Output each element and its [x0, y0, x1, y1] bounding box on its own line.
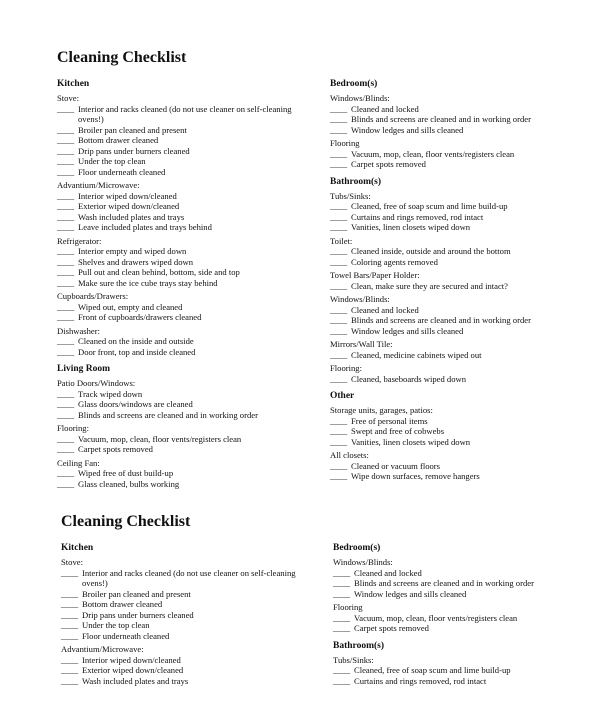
- checklist-group: [61, 557, 311, 641]
- item-text: Interior wiped down/cleaned: [82, 654, 181, 665]
- checkbox-blank[interactable]: ____: [61, 675, 79, 686]
- checkbox-blank[interactable]: ____: [57, 301, 75, 312]
- group-label: Towel Bars/Paper Holder:: [330, 270, 420, 280]
- checkbox-blank[interactable]: ____: [57, 246, 75, 256]
- checklist-item: [57, 434, 307, 445]
- checklist-item: [57, 246, 307, 257]
- item-text: Wiped out, empty and cleaned: [78, 301, 183, 312]
- checklist-group: [57, 423, 307, 455]
- item-text: Broiler pan cleaned and present: [82, 588, 191, 599]
- item-text: Cleaned or vacuum floors: [351, 460, 441, 471]
- item-text: Front of cupboards/drawers cleaned: [78, 312, 202, 322]
- item-text: Interior and racks cleaned (do not use cleaner on self-cleaning ovens!): [78, 103, 292, 124]
- checklist-item: [57, 302, 307, 313]
- checklist-item: [57, 278, 307, 289]
- checklist-item: [330, 374, 580, 385]
- checklist-item: [57, 389, 307, 400]
- checklist-group: [333, 602, 583, 634]
- checklist-group: [330, 270, 580, 291]
- item-text: Wash included plates and trays: [78, 211, 185, 222]
- checkbox-blank[interactable]: ____: [330, 159, 348, 169]
- item-text: Bottom drawer cleaned: [82, 599, 163, 609]
- checklist-item: [330, 350, 580, 361]
- checklist-group: [57, 236, 307, 289]
- item-text: Wipe down surfaces, remove hangers: [351, 471, 480, 481]
- item-text: Blinds and screens are cleaned and in working order: [351, 114, 531, 124]
- checklist-item: [333, 589, 583, 600]
- checkbox-blank[interactable]: ____: [330, 304, 348, 315]
- item-text: Carpet spots removed: [354, 623, 429, 633]
- checklist-section: [330, 78, 580, 170]
- checklist-item: [61, 676, 311, 687]
- checklist-group: [330, 450, 580, 482]
- group-label: Toilet:: [330, 235, 353, 246]
- checkbox-blank[interactable]: ____: [57, 388, 75, 399]
- item-text: Coloring agents removed: [351, 256, 438, 267]
- checkbox-blank[interactable]: ____: [57, 124, 75, 135]
- checklist-item: [330, 104, 580, 115]
- item-text: Cleaned, medicine cabinets wiped out: [351, 349, 482, 360]
- section-heading: Bathroom(s): [330, 176, 382, 187]
- checklist-section: [330, 390, 580, 482]
- checkbox-blank[interactable]: ____: [61, 665, 79, 675]
- checklist-item: [61, 631, 311, 642]
- item-text: Door front, top and inside cleaned: [78, 346, 196, 357]
- item-text: Cleaned and locked: [351, 103, 419, 114]
- checkbox-blank[interactable]: ____: [57, 166, 75, 177]
- group-label: All closets:: [330, 450, 369, 460]
- section-heading: Bedroom(s): [330, 79, 378, 89]
- checklist-item: [57, 135, 307, 146]
- item-text: Cleaned and locked: [354, 567, 422, 578]
- item-text: Shelves and drawers wiped down: [78, 256, 194, 267]
- item-text: Under the top clean: [78, 156, 146, 166]
- group-label: Flooring: [333, 602, 363, 612]
- checklist-group: [333, 655, 583, 687]
- checklist-item: [330, 201, 580, 212]
- checklist-item: [330, 305, 580, 316]
- checkbox-blank[interactable]: ____: [57, 433, 75, 444]
- checkbox-blank[interactable]: ____: [330, 148, 348, 159]
- checklist-item: [57, 125, 307, 136]
- checklist-item: [330, 125, 580, 136]
- item-text: Cleaned and locked: [351, 304, 419, 315]
- group-label: Refrigerator:: [57, 235, 102, 246]
- item-text: Carpet spots removed: [78, 444, 153, 454]
- checklist-item: [57, 267, 307, 278]
- checkbox-blank[interactable]: ____: [330, 114, 348, 124]
- checkbox-blank[interactable]: ____: [57, 201, 75, 211]
- item-text: Under the top clean: [82, 620, 150, 630]
- checklist-group: [330, 191, 580, 233]
- checklist-item: [333, 676, 583, 687]
- checkbox-blank[interactable]: ____: [57, 478, 75, 489]
- checklist-group: [333, 557, 583, 599]
- checkbox-blank[interactable]: ____: [330, 222, 348, 232]
- group-label: Stove:: [57, 93, 79, 103]
- checklist-item: [330, 114, 580, 125]
- checkbox-blank[interactable]: ____: [57, 267, 75, 277]
- checklist-group: [330, 405, 580, 447]
- checklist-item: [57, 156, 307, 167]
- checkbox-blank[interactable]: ____: [57, 468, 75, 478]
- group-label: Windows/Blinds:: [330, 294, 390, 304]
- checkbox-blank[interactable]: ____: [330, 211, 348, 222]
- checklist-section: [57, 78, 307, 357]
- checkbox-blank[interactable]: ____: [330, 349, 348, 360]
- checkbox-blank[interactable]: ____: [57, 135, 75, 145]
- checkbox-blank[interactable]: ____: [333, 578, 351, 588]
- checkbox-blank[interactable]: ____: [330, 124, 348, 135]
- item-text: Window ledges and sills cleaned: [351, 325, 464, 336]
- checkbox-blank[interactable]: ____: [330, 315, 348, 325]
- checklist-item: [330, 326, 580, 337]
- checklist-item: [61, 599, 311, 610]
- group-label: Tubs/Sinks:: [330, 190, 371, 201]
- checklist-section: [57, 363, 307, 489]
- checkbox-blank[interactable]: ____: [57, 190, 75, 201]
- checklist-item: [57, 146, 307, 157]
- group-label: Windows/Blinds:: [330, 93, 390, 103]
- section-heading: Bathroom(s): [333, 640, 385, 651]
- checkbox-blank[interactable]: ____: [330, 460, 348, 471]
- item-text: Make sure the ice cube trays stay behind: [78, 277, 218, 288]
- checklist-item: [330, 437, 580, 448]
- checkbox-blank[interactable]: ____: [57, 409, 75, 420]
- left-column: [57, 78, 307, 489]
- checklist-item: [61, 610, 311, 621]
- checklist-group: [330, 294, 580, 336]
- checklist-item: [330, 471, 580, 482]
- group-label: Advantium/Microwave:: [57, 180, 140, 190]
- group-label: Windows/Blinds:: [333, 557, 393, 567]
- checklist-group: [330, 339, 580, 360]
- checklist-item: [333, 623, 583, 634]
- item-text: Cleaned on the inside and outside: [78, 336, 194, 346]
- checkbox-blank[interactable]: ____: [330, 373, 348, 384]
- checklist-group: [61, 644, 311, 686]
- checkbox-blank[interactable]: ____: [333, 675, 351, 686]
- item-text: Cleaned, free of soap scum and lime build-up: [351, 201, 508, 211]
- item-text: Broiler pan cleaned and present: [78, 124, 187, 135]
- checklist-item: [57, 201, 307, 212]
- checklist-item: [330, 257, 580, 268]
- item-text: Vanities, linen closets wiped down: [351, 222, 471, 232]
- checklist-section: [333, 542, 583, 634]
- checklist-item: [57, 399, 307, 410]
- checkbox-blank[interactable]: ____: [57, 222, 75, 232]
- item-text: Exterior wiped down/cleaned: [82, 665, 184, 675]
- item-text: Floor underneath cleaned: [82, 630, 170, 641]
- checklist-item: [330, 212, 580, 223]
- checklist-item: [57, 191, 307, 202]
- right-column: [333, 542, 583, 686]
- checklist-item: [57, 479, 307, 490]
- checkbox-blank[interactable]: ____: [61, 609, 79, 620]
- checklist-item: [61, 620, 311, 631]
- checklist-item: [57, 104, 308, 125]
- checkbox-blank[interactable]: ____: [57, 346, 75, 357]
- group-label: Dishwasher:: [57, 325, 100, 336]
- checklist-group: [330, 93, 580, 135]
- checklist-item: [330, 149, 580, 160]
- group-label: Stove:: [61, 557, 83, 567]
- group-label: Ceiling Fan:: [57, 457, 100, 468]
- checkbox-blank[interactable]: ____: [333, 665, 351, 675]
- checklist-item: [61, 568, 312, 589]
- item-text: Interior empty and wiped down: [78, 246, 187, 256]
- checklist-group: [57, 291, 307, 323]
- group-label: Flooring:: [57, 423, 89, 433]
- item-text: Drip pans under burners cleaned: [82, 609, 194, 620]
- checklist-section: [330, 176, 580, 385]
- checklist-item: [330, 426, 580, 437]
- item-text: Blinds and screens are cleaned and in working order: [78, 409, 258, 420]
- item-text: Wiped free of dust build-up: [78, 468, 174, 478]
- checklist-item: [330, 461, 580, 472]
- checkbox-blank[interactable]: ____: [57, 399, 75, 409]
- item-text: Vacuum, mop, clean, floor vents/registers clean: [78, 433, 242, 444]
- item-text: Wash included plates and trays: [82, 675, 189, 686]
- checklist-item: [333, 578, 583, 589]
- group-label: Mirrors/Wall Tile:: [330, 339, 393, 349]
- checkbox-blank[interactable]: ____: [57, 277, 75, 288]
- section-heading: Kitchen: [57, 79, 90, 89]
- checkbox-blank[interactable]: ____: [61, 588, 79, 599]
- checklist-item: [330, 416, 580, 427]
- group-label: Tubs/Sinks:: [333, 654, 374, 665]
- checkbox-blank[interactable]: ____: [57, 145, 75, 156]
- item-text: Free of personal items: [351, 415, 428, 426]
- item-text: Blinds and screens are cleaned and in working order: [351, 315, 531, 325]
- item-text: Interior and racks cleaned (do not use cleaner on self-cleaning ovens!): [82, 567, 296, 588]
- checkbox-blank[interactable]: ____: [57, 336, 75, 346]
- checkbox-blank[interactable]: ____: [330, 103, 348, 114]
- checklist-item: [57, 222, 307, 233]
- item-text: Glass doors/windows are cleaned: [78, 399, 193, 409]
- page-title: Cleaning Checklist: [57, 49, 187, 66]
- checklist-item: [57, 212, 307, 223]
- group-label: Advantium/Microwave:: [61, 644, 144, 654]
- item-text: Clean, make sure they are secured and intact?: [351, 280, 508, 291]
- checkbox-blank[interactable]: ____: [57, 444, 75, 454]
- checklist-group: [57, 93, 307, 177]
- checkbox-blank[interactable]: ____: [330, 325, 348, 336]
- item-text: Carpet spots removed: [351, 159, 426, 169]
- checkbox-blank[interactable]: ____: [333, 612, 351, 623]
- checkbox-blank[interactable]: ____: [333, 588, 351, 599]
- item-text: Track wiped down: [78, 388, 143, 399]
- checklist-page-2: [0, 505, 594, 723]
- checkbox-blank[interactable]: ____: [57, 211, 75, 222]
- checklist-item: [57, 468, 307, 479]
- section-heading: Other: [330, 391, 355, 401]
- checklist-item: [61, 655, 311, 666]
- item-text: Exterior wiped down/cleaned: [78, 201, 180, 211]
- item-text: Vanities, linen closets wiped down: [351, 436, 471, 447]
- checkbox-blank[interactable]: ____: [330, 471, 348, 481]
- checklist-section: [61, 542, 311, 686]
- checklist-item: [57, 167, 307, 178]
- checkbox-blank[interactable]: ____: [330, 201, 348, 211]
- checkbox-blank[interactable]: ____: [330, 256, 348, 267]
- checkbox-blank[interactable]: ____: [330, 415, 348, 426]
- checkbox-blank[interactable]: ____: [61, 567, 79, 578]
- item-text: Vacuum, mop, clean, floor vents/registers clean: [351, 148, 515, 159]
- checklist-group: [330, 363, 580, 384]
- checkbox-blank[interactable]: ____: [333, 567, 351, 578]
- item-text: Cleaned inside, outside and around the bottom: [351, 246, 511, 256]
- checklist-item: [57, 347, 307, 358]
- checkbox-blank[interactable]: ____: [57, 156, 75, 166]
- item-text: Glass cleaned, bulbs working: [78, 478, 180, 489]
- checklist-group: [57, 180, 307, 233]
- item-text: Vacuum, mop, clean, floor vents/registers clean: [354, 612, 518, 623]
- checklist-group: [57, 458, 307, 490]
- right-column: [330, 78, 580, 482]
- group-label: Cupboards/Drawers:: [57, 291, 129, 301]
- checklist-group: [330, 138, 580, 170]
- checkbox-blank[interactable]: ____: [333, 623, 351, 633]
- group-label: Flooring:: [330, 363, 362, 373]
- item-text: Drip pans under burners cleaned: [78, 145, 190, 156]
- item-text: Floor underneath cleaned: [78, 166, 166, 177]
- checkbox-blank[interactable]: ____: [330, 436, 348, 447]
- checklist-item: [57, 257, 307, 268]
- checkbox-blank[interactable]: ____: [61, 620, 79, 630]
- item-text: Leave included plates and trays behind: [78, 222, 212, 232]
- checkbox-blank[interactable]: ____: [330, 246, 348, 256]
- checklist-item: [57, 444, 307, 455]
- item-text: Cleaned, baseboards wiped down: [351, 373, 467, 384]
- left-column: [61, 542, 311, 686]
- item-text: Bottom drawer cleaned: [78, 135, 159, 145]
- checklist-section: [333, 640, 583, 687]
- checklist-group: [57, 378, 307, 420]
- group-label: Storage units, garages, patios:: [330, 405, 433, 415]
- item-text: Interior wiped down/cleaned: [78, 190, 177, 201]
- checkbox-blank[interactable]: ____: [61, 630, 79, 641]
- page-title: Cleaning Checklist: [61, 513, 191, 530]
- checklist-item: [330, 315, 580, 326]
- checklist-item: [330, 222, 580, 233]
- item-text: Curtains and rings removed, rod intact: [354, 675, 487, 686]
- checkbox-blank[interactable]: ____: [61, 599, 79, 609]
- checkbox-blank[interactable]: ____: [57, 312, 75, 322]
- checklist-item: [330, 281, 580, 292]
- checklist-group: [57, 326, 307, 358]
- checklist-item: [333, 568, 583, 579]
- checkbox-blank[interactable]: ____: [57, 103, 75, 114]
- checklist-group: [330, 236, 580, 268]
- section-heading: Bedroom(s): [333, 543, 381, 553]
- checkbox-blank[interactable]: ____: [61, 654, 79, 665]
- section-heading: Kitchen: [61, 543, 94, 553]
- checklist-item: [57, 410, 307, 421]
- item-text: Curtains and rings removed, rod intact: [351, 211, 484, 222]
- item-text: Blinds and screens are cleaned and in working order: [354, 578, 534, 588]
- checklist-item: [333, 613, 583, 624]
- checkbox-blank[interactable]: ____: [330, 426, 348, 436]
- item-text: Pull out and clean behind, bottom, side and top: [78, 267, 240, 277]
- item-text: Window ledges and sills cleaned: [351, 124, 464, 135]
- item-text: Window ledges and sills cleaned: [354, 588, 467, 599]
- checkbox-blank[interactable]: ____: [57, 256, 75, 267]
- checklist-item: [330, 246, 580, 257]
- checklist-item: [61, 589, 311, 600]
- item-text: Swept and free of cobwebs: [351, 426, 445, 436]
- checklist-item: [57, 312, 307, 323]
- section-heading: Living Room: [57, 364, 111, 374]
- checklist-item: [333, 665, 583, 676]
- group-label: Flooring: [330, 138, 360, 148]
- checklist-item: [57, 336, 307, 347]
- item-text: Cleaned, free of soap scum and lime build-up: [354, 665, 511, 675]
- checkbox-blank[interactable]: ____: [330, 280, 348, 291]
- checklist-item: [61, 665, 311, 676]
- checklist-item: [330, 159, 580, 170]
- group-label: Patio Doors/Windows:: [57, 378, 136, 388]
